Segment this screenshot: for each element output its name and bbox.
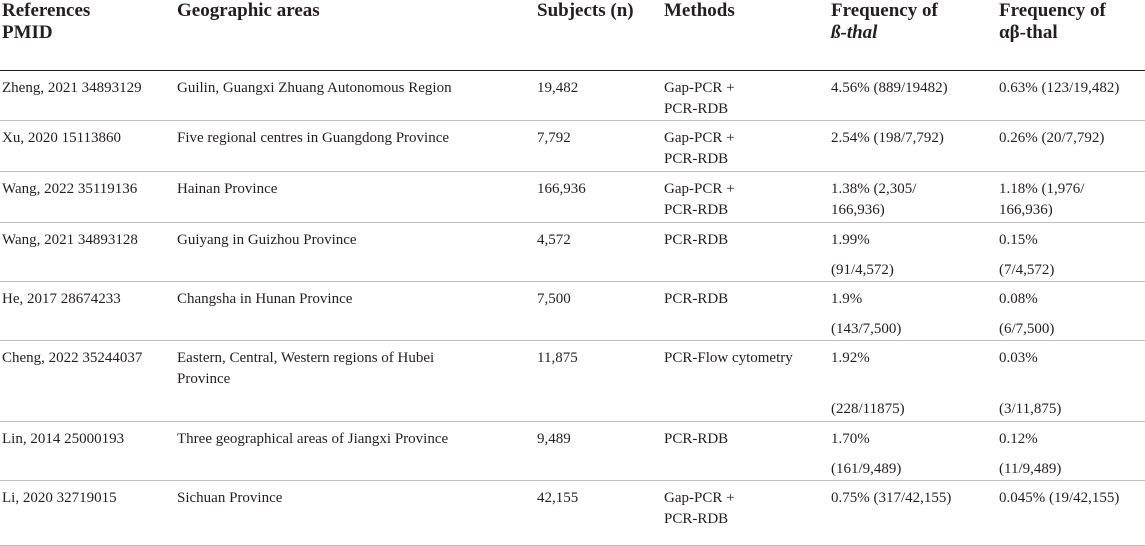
cell-frequency-alpha-beta xyxy=(999,179,1084,221)
cell-geographic-area xyxy=(177,348,434,390)
cell-frequency-beta xyxy=(831,289,901,340)
header-subjects: Subjects (n) xyxy=(537,0,634,21)
cell-frequency-beta xyxy=(831,429,901,480)
cell-frequency-alpha-beta-line: 0.03% xyxy=(999,350,1038,366)
cell-frequency-beta xyxy=(831,488,951,509)
cell-frequency-alpha-beta xyxy=(999,230,1054,281)
cell-subjects: 7,500 xyxy=(537,291,571,307)
cell-methods-line: PCR-RDB xyxy=(664,232,729,248)
cell-frequency-alpha-beta-line: 0.26% (20/7,792) xyxy=(999,130,1105,146)
cell-frequency-alpha-beta xyxy=(999,488,1119,509)
cell-frequency-beta xyxy=(831,78,948,99)
cell-geographic-area xyxy=(177,488,282,509)
cell-frequency-beta-line: 0.75% (317/42,155) xyxy=(831,490,952,506)
header-rule xyxy=(0,70,1145,71)
cell-frequency-alpha-beta-line: (7/4,572) xyxy=(999,262,1055,278)
cell-geographic-area-line: Guiyang in Guizhou Province xyxy=(177,232,357,248)
cell-reference: He, 2017 28674233 xyxy=(2,291,121,307)
row-divider xyxy=(0,340,1145,341)
header-geographic-areas: Geographic areas xyxy=(177,0,320,21)
cell-geographic-area-line: Changsha in Hunan Province xyxy=(177,291,353,307)
cell-frequency-beta-line: (91/4,572) xyxy=(831,262,894,278)
cell-methods xyxy=(664,128,735,170)
cell-methods xyxy=(664,289,728,310)
cell-methods-line: PCR-RDB xyxy=(664,431,729,447)
cell-methods-line: PCR-RDB xyxy=(664,101,729,117)
cell-frequency-alpha-beta-line: 0.15% xyxy=(999,232,1038,248)
cell-frequency-beta xyxy=(831,230,894,281)
cell-frequency-beta-line: 4.56% (889/19482) xyxy=(831,80,948,96)
cell-geographic-area-line: Sichuan Province xyxy=(177,490,283,506)
row-divider xyxy=(0,480,1145,481)
cell-frequency-alpha-beta xyxy=(999,128,1104,149)
cell-frequency-beta xyxy=(831,128,944,149)
cell-geographic-area xyxy=(177,429,448,450)
cell-methods-line: PCR-RDB xyxy=(664,202,729,218)
cell-frequency-alpha-beta-line: (11/9,489) xyxy=(999,461,1062,477)
cell-methods-line: Gap-PCR + xyxy=(664,130,735,146)
cell-reference: Cheng, 2022 35244037 xyxy=(2,350,143,366)
cell-geographic-area-line: Five regional centres in Guangdong Province xyxy=(177,130,450,146)
cell-frequency-beta-line: (161/9,489) xyxy=(831,461,902,477)
cell-frequency-alpha-beta-line: 0.045% (19/42,155) xyxy=(999,490,1120,506)
cell-frequency-alpha-beta xyxy=(999,289,1054,340)
cell-geographic-area-line: Three geographical areas of Jiangxi Province xyxy=(177,431,449,447)
cell-methods-line: PCR-Flow cytometry xyxy=(664,350,793,366)
cell-geographic-area-line: Province xyxy=(177,371,231,387)
header-references: References PMID xyxy=(2,0,91,43)
cell-reference: Wang, 2022 35119136 xyxy=(2,181,138,197)
row-divider xyxy=(0,281,1145,282)
cell-subjects: 166,936 xyxy=(537,181,586,197)
cell-geographic-area-line: Guilin, Guangxi Zhuang Autonomous Region xyxy=(177,80,452,96)
cell-frequency-alpha-beta xyxy=(999,429,1061,480)
cell-frequency-alpha-beta-line: 0.12% xyxy=(999,431,1038,447)
cell-subjects: 11,875 xyxy=(537,350,578,366)
cell-reference: Xu, 2020 15113860 xyxy=(2,130,122,146)
cell-frequency-alpha-beta xyxy=(999,78,1119,99)
cell-frequency-beta xyxy=(831,348,905,420)
cell-subjects: 4,572 xyxy=(537,232,571,248)
cell-methods-line: Gap-PCR + xyxy=(664,490,735,506)
cell-frequency-alpha-beta-line: (6/7,500) xyxy=(999,321,1055,337)
cell-subjects: 19,482 xyxy=(537,80,579,96)
cell-frequency-alpha-beta-line: 0.63% (123/19,482) xyxy=(999,80,1120,96)
cell-frequency-beta-line: (143/7,500) xyxy=(831,321,902,337)
cell-methods-line: PCR-RDB xyxy=(664,511,729,527)
cell-methods xyxy=(664,78,735,120)
header-methods: Methods xyxy=(664,0,735,21)
cell-frequency-alpha-beta xyxy=(999,348,1061,420)
cell-geographic-area xyxy=(177,230,357,251)
cell-frequency-beta-line: 2.54% (198/7,792) xyxy=(831,130,944,146)
cell-frequency-beta-line: 1.92% xyxy=(831,350,870,366)
cell-methods-line: PCR-RDB xyxy=(664,291,729,307)
cell-frequency-alpha-beta-line: 166,936) xyxy=(999,202,1053,218)
cell-subjects: 9,489 xyxy=(537,431,571,447)
row-divider xyxy=(0,421,1145,422)
cell-frequency-beta-line: 1.9% xyxy=(831,291,863,307)
cell-frequency-alpha-beta-line: 1.18% (1,976/ xyxy=(999,181,1085,197)
cell-frequency-beta-line: 1.38% (2,305/ xyxy=(831,181,917,197)
cell-geographic-area-line: Eastern, Central, Western regions of Hubei xyxy=(177,350,435,366)
cell-frequency-alpha-beta-line: (3/11,875) xyxy=(999,401,1062,417)
row-divider xyxy=(0,222,1145,223)
cell-geographic-area-line: Hainan Province xyxy=(177,181,278,197)
cell-methods xyxy=(664,230,728,251)
cell-reference: Wang, 2021 34893128 xyxy=(2,232,138,248)
cell-subjects: 42,155 xyxy=(537,490,579,506)
cell-subjects: 7,792 xyxy=(537,130,571,146)
header-frequency-alpha-beta: Frequency of αβ-thal xyxy=(999,0,1106,43)
cell-methods xyxy=(664,179,735,221)
cell-frequency-beta-line: 166,936) xyxy=(831,202,885,218)
cell-reference: Li, 2020 32719015 xyxy=(2,490,117,506)
row-divider xyxy=(0,171,1145,172)
cell-reference: Lin, 2014 25000193 xyxy=(2,431,125,447)
cell-reference: Zheng, 2021 34893129 xyxy=(2,80,142,96)
cell-methods-line: Gap-PCR + xyxy=(664,181,735,197)
cell-frequency-beta-line: 1.99% xyxy=(831,232,870,248)
cell-geographic-area xyxy=(177,78,452,99)
cell-frequency-beta-line: (228/11875) xyxy=(831,401,905,417)
cell-frequency-beta-line: 1.70% xyxy=(831,431,870,447)
cell-frequency-beta xyxy=(831,179,916,221)
cell-methods-line: PCR-RDB xyxy=(664,151,729,167)
cell-methods xyxy=(664,348,793,369)
cell-methods-line: Gap-PCR + xyxy=(664,80,735,96)
cell-methods xyxy=(664,488,735,530)
cell-geographic-area xyxy=(177,179,277,200)
cell-geographic-area xyxy=(177,128,449,149)
row-divider xyxy=(0,120,1145,121)
cell-methods xyxy=(664,429,728,450)
table-header xyxy=(0,0,1145,70)
header-frequency-beta: Frequency of ß-thal xyxy=(831,0,938,43)
cell-geographic-area xyxy=(177,289,352,310)
cell-frequency-alpha-beta-line: 0.08% xyxy=(999,291,1038,307)
